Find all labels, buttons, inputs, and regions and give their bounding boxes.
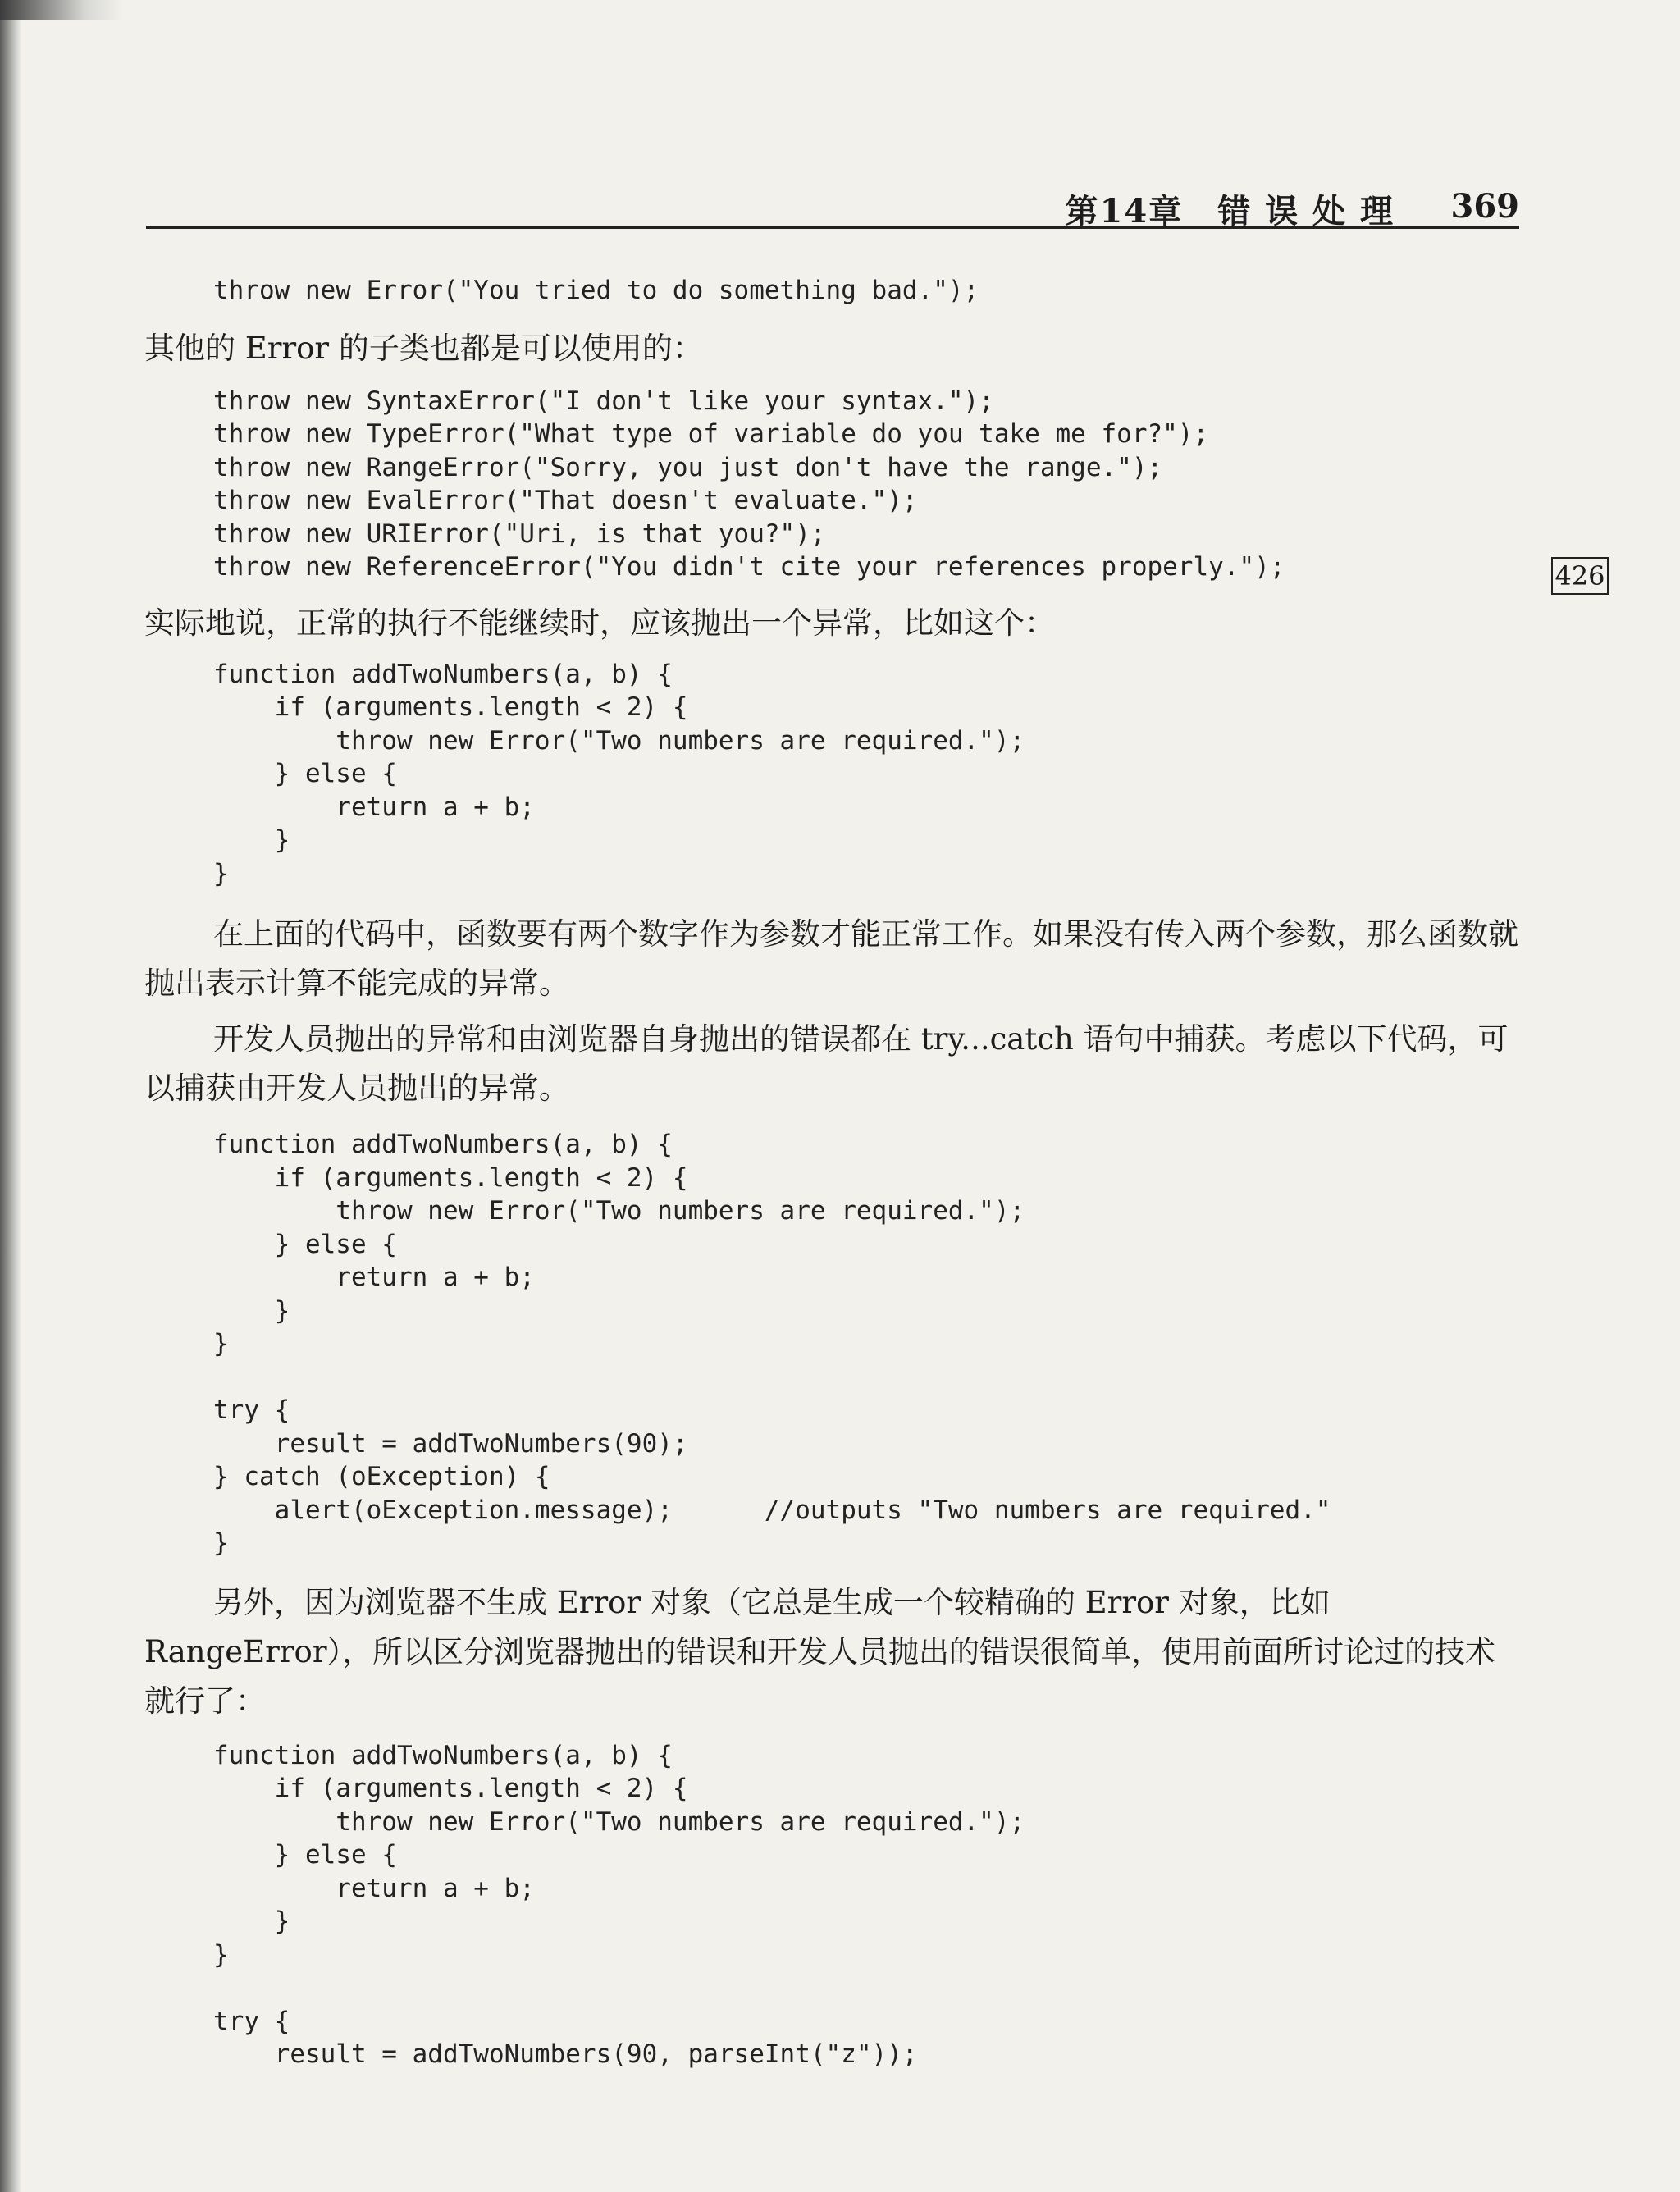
page-corner-shadow — [0, 0, 123, 20]
running-header — [146, 180, 1519, 229]
paragraph-distinguish-errors: 另外，因为浏览器不生成 Error 对象（它总是生成一个较精确的 Error 对象，比如 RangeError），所以区分浏览器抛出的错误和开发人员抛出的错误很简单，使用前面所讨论过的技术就行了： — [144, 1584, 1496, 1719]
paragraph-error-subclasses: 其他的 Error 的子类也都是可以使用的： — [144, 330, 703, 366]
code-block-try-catch-example: function addTwoNumbers(a, b) { if (arguments.length < 2) { throw new Error("Two numbers are required."); } else { return a + b; } } try { result = addTwoNumbers(90); } catch (oException) { alert(oException.message); //outputs "Two numbers are required." } — [213, 1130, 1331, 1558]
page-body — [144, 263, 1522, 2071]
code-block-error-subclasses: throw new SyntaxError("I don't like your syntax."); throw new TypeError("What type of variable do you take me for?"); throw new RangeError("Sorry, you just don't have the range."); throw new EvalError("That doesn't evaluate."); throw new URIError("Uri, is that you?"); throw new ReferenceError("You didn't cite your references properly."); — [213, 386, 1285, 582]
page-number: 369 — [1450, 187, 1519, 226]
paragraph-try-catch: 开发人员抛出的异常和由浏览器自身抛出的错误都在 try...catch 语句中捕获。考虑以下代码，可以捕获由开发人员抛出的异常。 — [144, 1021, 1509, 1106]
chapter-title: 第14章 错 误 处 理 — [1065, 192, 1395, 231]
paragraph-throw-exception: 实际地说，正常的执行不能继续时，应该抛出一个异常，比如这个： — [144, 605, 1055, 641]
code-block-throw-error: throw new Error("You tried to do something bad."); — [213, 276, 979, 305]
original-page-marker: 426 — [1551, 557, 1609, 595]
page-edge-shadow — [0, 0, 21, 2192]
code-block-add-two-numbers: function addTwoNumbers(a, b) { if (arguments.length < 2) { throw new Error("Two numbers are required."); } else { return a + b; } } — [213, 659, 1025, 888]
code-block-parseint-example: function addTwoNumbers(a, b) { if (arguments.length < 2) { throw new Error("Two numbers are required."); } else { return a + b; } } try { result = addTwoNumbers(90, parseInt("z")); — [213, 1740, 1025, 2069]
paragraph-explanation: 在上面的代码中，函数要有两个数字作为参数才能正常工作。如果没有传入两个参数，那么函数就抛出表示计算不能完成的异常。 — [144, 916, 1518, 1001]
